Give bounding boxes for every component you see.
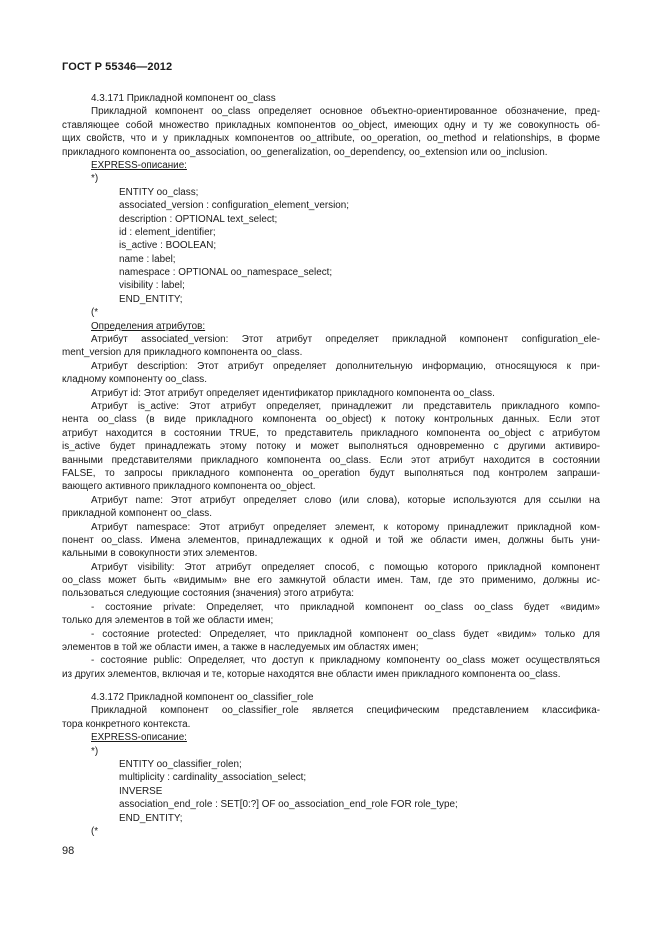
body-line: Атрибут namespace: Этот атрибут определяет элемент, к которому принадлежит прикладной ком- <box>91 521 600 533</box>
code-line: association_end_role : SET[0:?] OF oo_association_end_role FOR role_type; <box>119 799 458 811</box>
body-line: ванными представителями прикладного компонента oo_class. Если этот атрибут находится в состоянии <box>62 454 600 466</box>
body-line: ставляющее собой множество прикладных компонентов oo_object, имеющих одну и ту же совокупность об- <box>62 119 600 131</box>
body-line: Прикладной компонент oo_class определяет основное объектно-ориентированное обозначение, пред- <box>91 106 600 118</box>
body-line: кладному компоненту oo_class. <box>62 374 207 386</box>
body-line: атрибут находится в состоянии TRUE, то представитель прикладного компонента oo_object с атрибутом <box>62 427 600 439</box>
express-label: EXPRESS-описание: <box>91 159 187 171</box>
code-line: visibility : label; <box>119 280 185 292</box>
body-line: кальными в совокупности этих элементов. <box>62 548 258 560</box>
list-item-line: - состояние protected: Определяет, что прикладной компонент oo_class будет «видим» только для <box>91 628 600 640</box>
code-line: ENTITY oo_class; <box>119 186 199 198</box>
code-line: INVERSE <box>119 785 163 797</box>
code-line: ENTITY oo_classifier_rolen; <box>119 758 242 770</box>
page-number: 98 <box>62 845 75 857</box>
standard-designation: ГОСТ Р 55346—2012 <box>62 61 173 73</box>
body-line: is_active будет принадлежать этому потоку и может выполняться одновременно с другими активиро- <box>62 441 600 453</box>
body-line: тора конкретного контекста. <box>62 718 191 730</box>
section-heading: 4.3.172 Прикладной компонент oo_classifier_role <box>91 692 314 703</box>
code-close-marker: (* <box>91 825 99 837</box>
body-line: нента oo_class (в виде прикладного компонента oo_object) к потоку контрольных данных. Если этот <box>62 414 600 426</box>
code-open-marker: *) <box>91 173 99 185</box>
list-item-line: из других элементов, включая и те, которые находятся вне области имен прикладного компонента oo_class. <box>62 668 561 680</box>
section-4-3-171 <box>62 92 600 681</box>
body-line: понент oo_class. Имена элементов, принадлежащих к одной и той же области имен, должны быть уни- <box>62 534 600 546</box>
body-line: oo_class может быть «видимым» вне его замкнутой области имен. Там, где это применимо, должны ис- <box>62 575 600 587</box>
body-line: Прикладной компонент oo_classifier_role является специфическим представлением классифика- <box>91 705 600 717</box>
body-line: Атрибут is_active: Этот атрибут определяет, принадлежит ли представитель прикладного компо- <box>91 400 600 412</box>
code-line: id : element_identifier; <box>119 226 216 238</box>
body-line: пользоваться следующие состояния (значения) этого атрибута: <box>62 588 354 600</box>
section-heading: 4.3.171 Прикладной компонент oo_class <box>91 93 276 104</box>
body-line: прикладной компонент oo_class. <box>62 508 212 520</box>
code-line: namespace : OPTIONAL oo_namespace_select; <box>119 267 333 279</box>
code-open-marker: *) <box>91 745 99 757</box>
list-item-line: - состояние public: Определяет, что доступ к прикладному компоненту oo_class может осуществляться <box>91 655 600 667</box>
code-close-marker: (* <box>91 307 99 319</box>
body-line: ment_version для прикладного компонента oo_class. <box>62 347 303 359</box>
body-line: Атрибут name: Этот атрибут определяет слово (или слова), которые используются для ссылки на <box>91 494 600 506</box>
express-label: EXPRESS-описание: <box>91 732 187 744</box>
code-line: END_ENTITY; <box>119 293 183 305</box>
attribute-definitions-label: Определения атрибутов: <box>91 320 206 332</box>
body-line: FALSE, то запросы прикладного компонента oo_operation будут выполняться под контролем запраши- <box>62 467 600 479</box>
list-item-line: элементов в той же области имен, а также в наследуемых им областях имен; <box>62 642 419 654</box>
code-line: multiplicity : cardinality_association_select; <box>119 772 307 784</box>
code-line: description : OPTIONAL text_select; <box>119 213 278 225</box>
body-line: вающего активного прикладного компонента oo_object. <box>62 481 316 493</box>
body-line: Атрибут visibility: Этот атрибут определяет способ, с помощью которого прикладной компонент <box>91 561 600 573</box>
body-line: щих свойств, что и у прикладных компонентов oo_attribute, oo_operation, oo_method и relationships, в форме <box>62 133 600 145</box>
body-line: Атрибут description: Этот атрибут определяет дополнительную информацию, относящуюся к при- <box>91 360 600 372</box>
section-4-3-172 <box>62 691 600 838</box>
body-line: прикладного компонента oo_association, oo_generalization, oo_dependency, oo_extension или oo_inclusion. <box>62 146 548 158</box>
body-line: Атрибут associated_version: Этот атрибут определяет прикладной компонент configuration_ele- <box>91 334 600 346</box>
code-line: is_active : BOOLEAN; <box>119 240 217 252</box>
list-item-line: - состояние private: Определяет, что прикладной компонент oo_class oo_class будет «видим» <box>91 601 600 613</box>
code-line: name : label; <box>119 253 176 265</box>
body-line: Атрибут id: Этот атрибут определяет идентификатор прикладного компонента oo_class. <box>91 387 495 399</box>
code-line: END_ENTITY; <box>119 812 183 824</box>
code-line: associated_version : configuration_element_version; <box>119 200 350 212</box>
list-item-line: только для элементов в той же области имен; <box>62 615 274 627</box>
